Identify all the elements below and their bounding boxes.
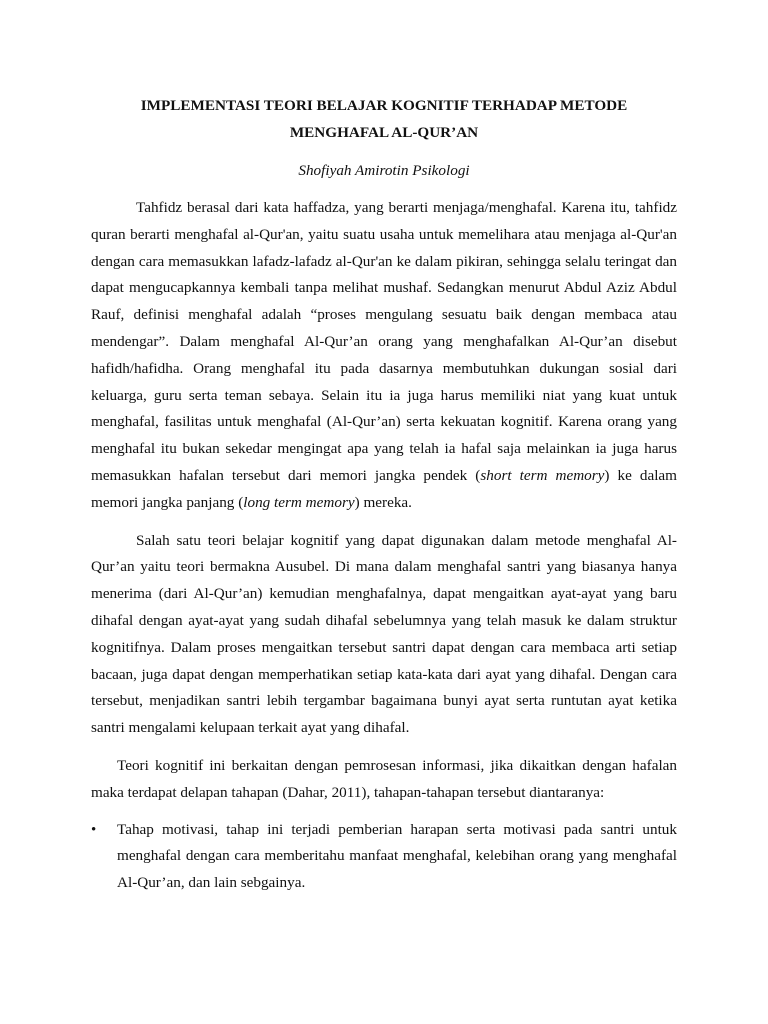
paragraph-1-text-a: Tahfidz berasal dari kata haffadza, yang berarti menjaga/menghafal. Karena itu, tahfidz quran berarti menghafal al-Qur'an, yaitu suatu usaha untuk memelihara atau menjaga al-Qur'an dengan cara memasukkan lafadz-lafadz al-Qur'an ke dalam pikiran, sehingga selalu teringat dan dapat mengucapkannya kembali tanpa melihat mushaf. Sedangkan menurut Abdul Aziz Abdul Rauf, definisi menghafal adalah “proses mengulang sesuatu baik dengan membaca atau mendengar”. Dalam menghafal Al-Qur’an orang yang menghafalkan Al-Qur’an disebut hafidh/hafidha. Orang menghafal itu pada dasarnya membutuhkan dukungan sosial dari keluarga, guru serta teman sebaya. Selain itu ia juga harus memiliki niat yang kuat untuk menghafal, fasilitas untuk menghafal (Al-Qur’an) serta kekuatan kognitif. Karena orang yang menghafal itu bukan sekedar mengingat apa yang telah ia hafal saja melainkan ia juga harus memasukkan hafalan tersebut dari memori jangka pendek ( bbox=[91, 199, 677, 484]
author-line: Shofiyah Amirotin Psikologi bbox=[298, 162, 470, 179]
document-page bbox=[91, 92, 677, 897]
paragraph-3: Teori kognitif ini berkaitan dengan pemrosesan informasi, jika dikaitkan dengan hafalan maka terdapat delapan tahapan (Dahar, 2011), tahapan-tahapan tersebut diantaranya: bbox=[91, 756, 677, 801]
paragraph-1-text-c: ) mereka. bbox=[354, 493, 412, 511]
document-title: IMPLEMENTASI TEORI BELAJAR KOGNITIF TERHADAP METODE MENGHAFAL AL-QUR’AN bbox=[140, 97, 628, 141]
paragraph-1-text-b: ) ke dalam memori jangka panjang ( bbox=[91, 466, 677, 511]
paragraph-2: Salah satu teori belajar kognitif yang dapat digunakan dalam metode menghafal Al-Qur’an yaitu teori bermakna Ausubel. Di mana dalam menghafal santri yang biasanya hanya menerima (dari Al-Qur’an) kemudian menghafalnya, dapat mengaitkan ayat-ayat yang baru dihafal dengan ayat-ayat yang sudah dihafal sebelumnya yang telah masuk ke dalam struktur kognitifnya. Dalam proses mengaitkan tersebut santri dapat dengan cara membaca arti setiap bacaan, juga dapat dengan memperhatikan setiap kata-kata dari ayat yang dihafal. Dengan cara tersebut, menjadikan santri lebih tergambar bagaimana bunyi ayat serta runtutan ayat ketika santri mengalami kelupaan terkait ayat yang dihafal. bbox=[91, 531, 677, 737]
bullet-item bbox=[91, 817, 677, 897]
paragraph-1-italic-short-term: short term memory bbox=[480, 466, 605, 484]
bullet-icon: • bbox=[91, 821, 97, 838]
bullet-list bbox=[91, 817, 677, 897]
bullet-text: Tahap motivasi, tahap ini terjadi pemberian harapan serta motivasi pada santri untuk menghafal dengan cara memberitahu manfaat menghafal, kelebihan orang yang menghafal Al-Qur’an, dan lain sebgainya. bbox=[117, 820, 677, 892]
paragraph-1 bbox=[91, 195, 677, 517]
paragraph-1-italic-long-term: long term memory bbox=[243, 493, 355, 511]
